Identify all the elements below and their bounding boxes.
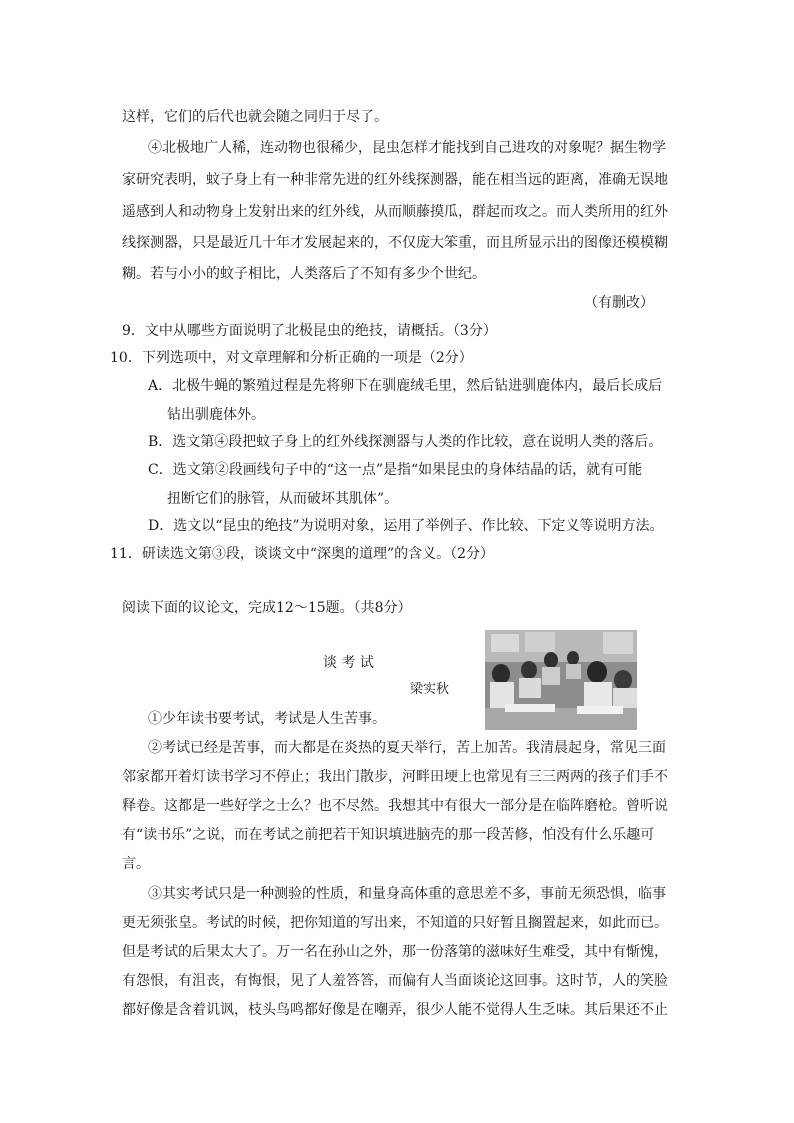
paragraph-4-line-3: 遥感到人和动物身上发射出来的红外线，从而顺藤摸瓜，群起而攻之。而人类所用的红外 — [122, 204, 668, 220]
paragraph-4-line-1: ④北极地广人稀，连动物也很稀少，昆虫怎样才能找到自己进攻的对象呢？据生物学 — [148, 140, 666, 156]
essay-paragraph-3-line-4: 有怨恨，有沮丧，有悔恨，见了人羞答答，而偏有人当面谈论这回事。这时节，人的笑脸 — [122, 973, 668, 989]
question-10-option-b: B．选文第④段把蚊子身上的红外线探测器与人类的作比较，意在说明人类的落后。 — [148, 434, 663, 450]
essay-paragraph-2-line-4: 有“读书乐”之说，而在考试之前把若干知识填进脑壳的那一段苦修，怕没有什么乐趣可 — [122, 827, 655, 843]
question-10-option-d: D．选文以“昆虫的绝技”为说明对象，运用了举例子、作比较、下定义等说明方法。 — [148, 518, 664, 534]
essay-paragraph-3-line-3: 但是考试的后果太大了。万一名在孙山之外，那一份落第的滋味好生难受，其中有惭愧， — [122, 944, 668, 960]
question-10-option-c-line-1: C．选文第②段画线句子中的“这一点”是指“如果昆虫的身体结晶的话，就有可能 — [148, 462, 643, 478]
passage-tail-line: 这样，它们的后代也就会随之同归于尽了。 — [122, 109, 388, 125]
essay-paragraph-2-line-5: 言。 — [122, 856, 150, 872]
question-9: 9．文中从哪些方面说明了北极昆虫的绝技，请概括。（3分） — [122, 323, 497, 339]
essay-paragraph-3-line-2: 更无须张皇。考试的时候，把你知道的写出来，不知道的只好暂且搁置起来，如此而已。 — [122, 915, 668, 931]
essay-paragraph-1: ①少年读书要考试，考试是人生苦事。 — [148, 711, 386, 727]
paragraph-4-line-5: 糊。若与小小的蚊子相比，人类落后了不知有多少个世纪。 — [122, 266, 486, 282]
abridged-note: （有删改） — [584, 295, 654, 311]
essay-paragraph-2-line-2: 邻家都开着灯读书学习不停止；我出门散步，河畔田埂上也常见有三三两两的孩子们手不 — [122, 769, 668, 785]
section-2-intro: 阅读下面的议论文，完成12～15题。（共8分） — [122, 600, 412, 616]
paragraph-4-line-2: 家研究表明，蚊子身上有一种非常先进的红外线探测器，能在相当远的距离，准确无误地 — [122, 172, 668, 188]
essay-author: 梁实秋 — [410, 682, 450, 697]
question-10-option-c-line-2: 扭断它们的脉管，从而破坏其肌体”。 — [167, 491, 399, 507]
paragraph-4-line-4: 线探测器，只是最近几十年才发展起来的，不仅庞大笨重，而且所显示出的图像还模模糊 — [122, 235, 668, 251]
classroom-exam-photo — [485, 630, 637, 730]
question-10-option-a-line-1: A．北极牛蝇的繁殖过程是先将卵下在驯鹿绒毛里，然后钻进驯鹿体内，最后长成后 — [148, 378, 663, 394]
question-10: 10．下列选项中，对文章理解和分析正确的一项是（2分） — [110, 350, 473, 366]
question-10-option-a-line-2: 钻出驯鹿体外。 — [167, 407, 265, 423]
essay-paragraph-3-line-5: 都好像是含着讥讽，枝头鸟鸣都好像是在嘲弄，很少人能不觉得人生乏味。其后果还不止 — [122, 1002, 668, 1018]
essay-paragraph-2-line-3: 释卷。这都是一些好学之士么？也不尽然。我想其中有很大一部分是在临阵磨枪。曾听说 — [122, 798, 668, 814]
question-11: 11．研读选文第③段，谈谈文中“深奥的道理”的含义。（2分） — [110, 546, 495, 562]
essay-title: 谈 考 试 — [323, 655, 374, 671]
essay-paragraph-3-line-1: ③其实考试只是一种测验的性质，和量身高体重的意思差不多，事前无须恐惧，临事 — [148, 886, 666, 902]
essay-paragraph-2-line-1: ②考试已经是苦事，而大都是在炎热的夏天举行，苦上加苦。我清晨起身，常见三面 — [148, 740, 666, 756]
